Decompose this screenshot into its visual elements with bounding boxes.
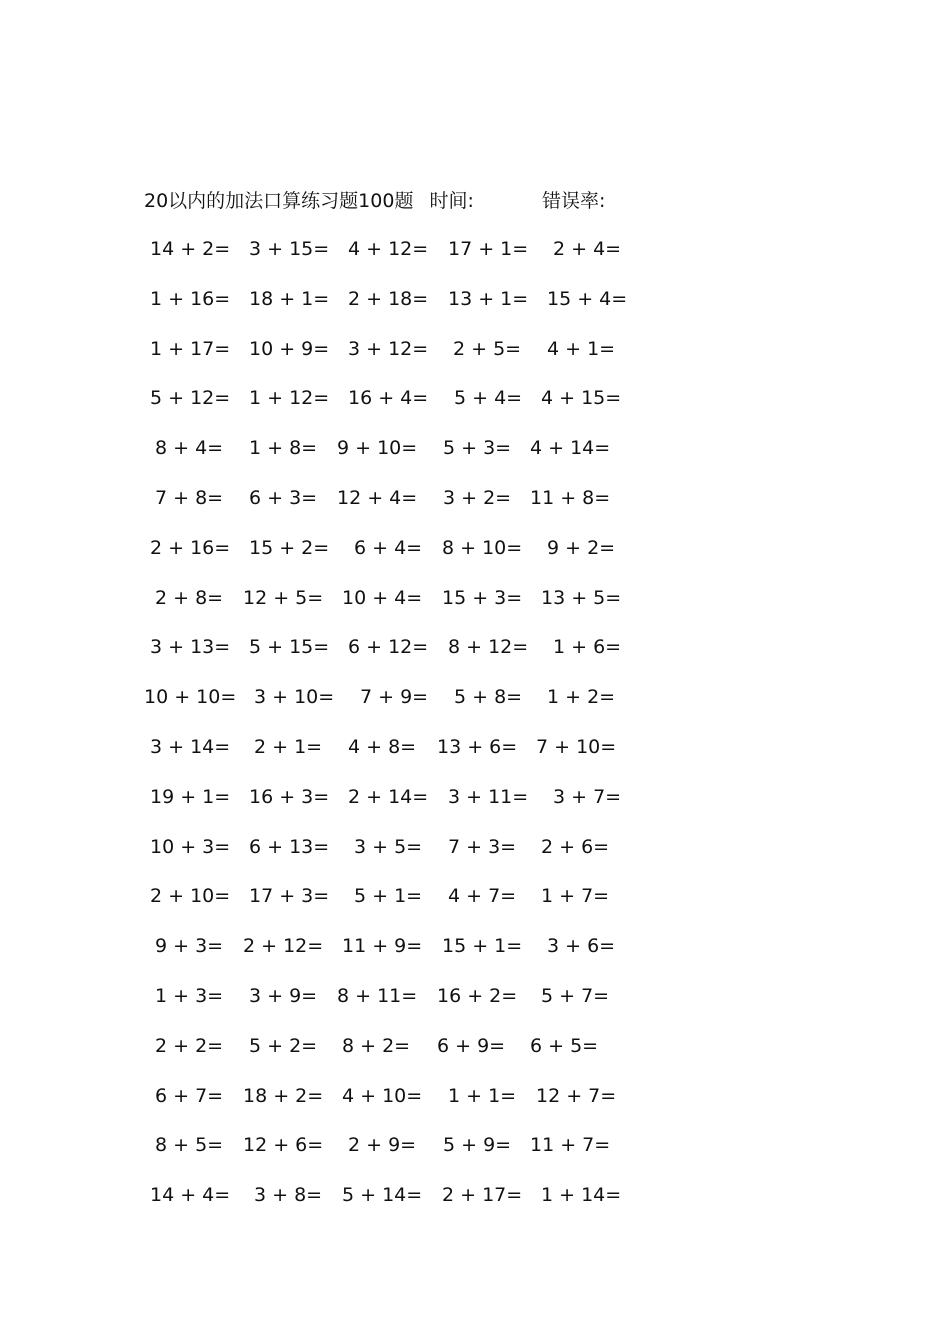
problem-item: 4 + 8= — [348, 736, 417, 758]
problem-item: 3 + 8= — [254, 1184, 323, 1207]
problem-item: 12 + 5= — [243, 586, 324, 609]
problem-item: 1 + 12= — [249, 387, 330, 410]
problem-item: 3 + 6= — [547, 935, 616, 958]
problem-item: 8 + 5= — [155, 1134, 224, 1157]
problem-item: 12 + 4= — [337, 487, 418, 509]
problem-item: 15 + 4= — [547, 287, 628, 310]
problem-item: 15 + 3= — [442, 586, 523, 609]
problem-item: 6 + 12= — [348, 636, 429, 659]
problem-item: 7 + 10= — [536, 736, 617, 758]
problem-item: 3 + 7= — [553, 785, 622, 808]
problem-item: 11 + 9= — [342, 935, 423, 958]
problem-item: 3 + 9= — [249, 985, 318, 1007]
problem-item: 1 + 6= — [553, 636, 622, 659]
problem-item: 1 + 8= — [249, 437, 318, 460]
problem-item: 6 + 13= — [249, 835, 330, 858]
problem-item: 3 + 5= — [354, 835, 423, 858]
problem-item: 8 + 11= — [337, 985, 418, 1007]
problem-item: 15 + 2= — [249, 536, 330, 559]
time-label: 时间: — [429, 190, 474, 212]
problem-item: 6 + 5= — [530, 1034, 599, 1057]
problem-item: 16 + 2= — [437, 985, 518, 1007]
problem-item: 12 + 7= — [536, 1084, 617, 1107]
problem-item: 9 + 2= — [547, 536, 616, 559]
problem-item: 16 + 3= — [249, 785, 330, 808]
problem-item: 3 + 10= — [254, 686, 335, 709]
problem-item: 2 + 16= — [150, 536, 231, 559]
problem-item: 19 + 1= — [150, 785, 231, 808]
problem-item: 5 + 3= — [443, 437, 512, 460]
problem-item: 14 + 2= — [150, 238, 231, 260]
problem-item: 1 + 7= — [541, 885, 610, 908]
problem-item: 2 + 10= — [150, 885, 231, 908]
problem-item: 4 + 15= — [541, 387, 622, 410]
problem-item: 6 + 3= — [249, 487, 318, 509]
problem-item: 1 + 16= — [150, 287, 231, 310]
problem-item: 4 + 7= — [448, 885, 517, 908]
problem-item: 5 + 12= — [150, 387, 231, 410]
problem-item: 8 + 2= — [342, 1034, 411, 1057]
problem-item: 11 + 8= — [530, 487, 611, 509]
problem-item: 7 + 9= — [360, 686, 429, 709]
problem-item: 2 + 12= — [243, 935, 324, 958]
problem-item: 6 + 9= — [437, 1034, 506, 1057]
problem-item: 7 + 3= — [448, 835, 517, 858]
problem-item: 13 + 1= — [448, 287, 529, 310]
problem-item: 2 + 5= — [453, 337, 522, 360]
problem-item: 9 + 3= — [155, 935, 224, 958]
problem-item: 2 + 4= — [553, 238, 622, 260]
problem-item: 2 + 17= — [442, 1184, 523, 1207]
problem-item: 5 + 7= — [541, 985, 610, 1007]
problem-item: 2 + 9= — [348, 1134, 417, 1157]
problem-item: 16 + 4= — [348, 387, 429, 410]
problem-item: 13 + 6= — [437, 736, 518, 758]
problem-item: 10 + 4= — [342, 586, 423, 609]
problem-item: 3 + 13= — [150, 636, 231, 659]
problem-item: 4 + 10= — [342, 1084, 423, 1107]
problem-item: 1 + 1= — [448, 1084, 517, 1107]
problem-item: 12 + 6= — [243, 1134, 324, 1157]
problem-item: 1 + 17= — [150, 337, 231, 360]
problem-item: 8 + 10= — [442, 536, 523, 559]
problem-item: 10 + 3= — [150, 835, 231, 858]
problem-item: 3 + 14= — [150, 736, 231, 758]
problem-item: 4 + 12= — [348, 238, 429, 260]
problem-item: 11 + 7= — [530, 1134, 611, 1157]
problem-item: 5 + 9= — [443, 1134, 512, 1157]
problem-item: 1 + 14= — [541, 1184, 622, 1207]
worksheet-title: 20以内的加法口算练习题100题 — [144, 190, 414, 212]
problem-item: 18 + 1= — [249, 287, 330, 310]
problem-item: 18 + 2= — [243, 1084, 324, 1107]
problem-item: 3 + 15= — [249, 238, 330, 260]
problem-item: 7 + 8= — [155, 487, 224, 509]
problem-item: 9 + 10= — [337, 437, 418, 460]
problem-item: 4 + 1= — [547, 337, 616, 360]
problem-item: 1 + 3= — [155, 985, 224, 1007]
problem-item: 15 + 1= — [442, 935, 523, 958]
problem-item: 2 + 2= — [155, 1034, 224, 1057]
problem-item: 10 + 9= — [249, 337, 330, 360]
problem-item: 2 + 14= — [348, 785, 429, 808]
problem-item: 4 + 14= — [530, 437, 611, 460]
problem-item: 6 + 7= — [155, 1084, 224, 1107]
problem-item: 2 + 6= — [541, 835, 610, 858]
problem-item: 2 + 8= — [155, 586, 224, 609]
problem-item: 3 + 12= — [348, 337, 429, 360]
problem-item: 5 + 14= — [342, 1184, 423, 1207]
problem-item: 5 + 2= — [249, 1034, 318, 1057]
problem-item: 17 + 1= — [448, 238, 529, 260]
problem-item: 5 + 4= — [454, 387, 523, 410]
problem-item: 10 + 10= — [144, 686, 237, 709]
problem-item: 6 + 4= — [354, 536, 423, 559]
problem-item: 17 + 3= — [249, 885, 330, 908]
problem-item: 5 + 1= — [354, 885, 423, 908]
problem-item: 14 + 4= — [150, 1184, 231, 1207]
problem-item: 1 + 2= — [547, 686, 616, 709]
problem-item: 3 + 2= — [443, 487, 512, 509]
problem-item: 8 + 12= — [448, 636, 529, 659]
problem-item: 5 + 15= — [249, 636, 330, 659]
error-rate-label: 错误率: — [541, 190, 606, 212]
problem-item: 8 + 4= — [155, 437, 224, 460]
problem-item: 3 + 11= — [448, 785, 529, 808]
problem-item: 13 + 5= — [541, 586, 622, 609]
problem-item: 5 + 8= — [454, 686, 523, 709]
problem-item: 2 + 18= — [348, 287, 429, 310]
problem-item: 2 + 1= — [254, 736, 323, 758]
